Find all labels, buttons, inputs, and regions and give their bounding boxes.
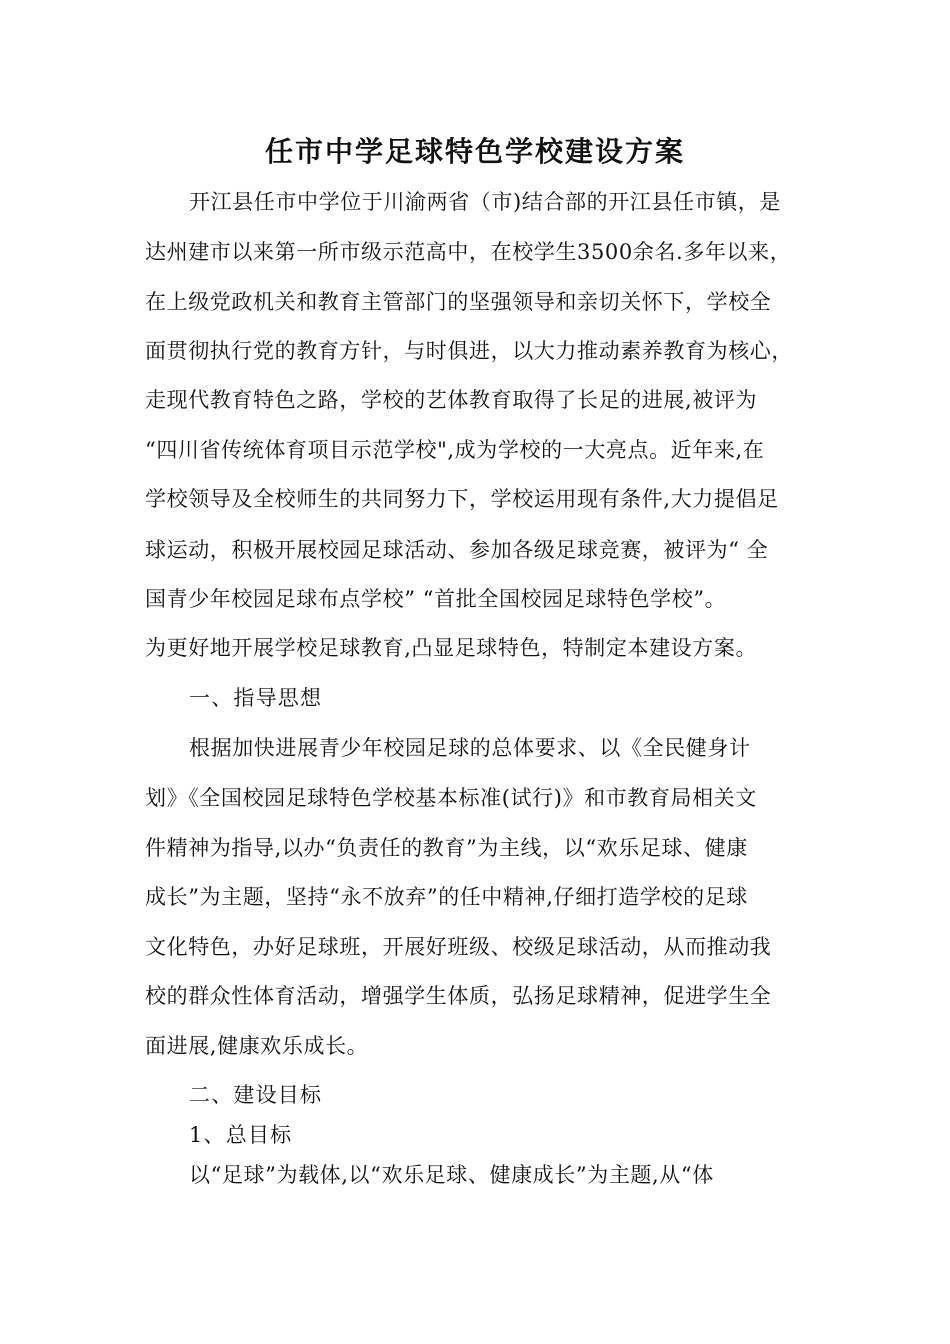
section-heading: 一、指导思想 [189, 686, 323, 710]
paragraph-line: 走现代教育特色之路，学校的艺体教育取得了长足的进展,被评为 [145, 388, 758, 412]
paragraph-line: 为更好地开展学校足球教育,凸显足球特色，特制定本建设方案。 [145, 636, 758, 660]
paragraph-line: 件精神为指导,以办“负责任的教育”为主线，以“欢乐足球、健康 [145, 836, 748, 860]
paragraph-line: 以“足球”为载体,以“欢乐足球、健康成长”为主题,从“体 [189, 1163, 714, 1187]
paragraph-line: 达州建市以来第一所市级示范高中，在校学生3500余名.多年以来， [145, 240, 792, 264]
paragraph-line: 国青少年校园足球布点学校” “首批全国校园足球特色学校”。 [145, 587, 727, 611]
paragraph-line: 开江县任市中学位于川渝两省（市)结合部的开江县任市镇，是 [189, 190, 781, 214]
paragraph-line: 学校领导及全校师生的共同努力下，学校运用现有条件,大力提倡足 [145, 487, 779, 511]
paragraph-line: 面进展,健康欢乐成长。 [145, 1034, 369, 1058]
subsection-heading: 1、总目标 [189, 1123, 293, 1147]
paragraph-line: 校的群众性体育活动，增强学生体质，弘扬足球精神，促进学生全 [145, 984, 772, 1008]
paragraph-line: “四川省传统体育项目示范学校",成为学校的一大亮点。近年来,在 [145, 438, 765, 462]
paragraph-line: 面贯彻执行党的教育方针，与时俱进，以大力推动素养教育为核心， [145, 339, 793, 363]
section-heading: 二、建设目标 [189, 1083, 323, 1107]
paragraph-line: 文化特色，办好足球班，开展好班级、校级足球活动，从而推动我 [145, 935, 772, 959]
document-title: 任市中学足球特色学校建设方案 [264, 135, 685, 168]
paragraph-line: 在上级党政机关和教育主管部门的坚强领导和亲切关怀下，学校全 [145, 290, 772, 314]
paragraph-line: 根据加快进展青少年校园足球的总体要求、以《全民健身计 [189, 736, 751, 760]
paragraph-line: 成长”为主题，坚持“永不放弃”的任中精神,仔细打造学校的足球 [145, 885, 748, 909]
paragraph-line: 球运动，积极开展校园足球活动、参加各级足球竞赛，被评为“ 全 [145, 538, 769, 562]
paragraph-line: 划》《全国校园足球特色学校基本标准(试行)》和市教育局相关文 [145, 786, 757, 810]
